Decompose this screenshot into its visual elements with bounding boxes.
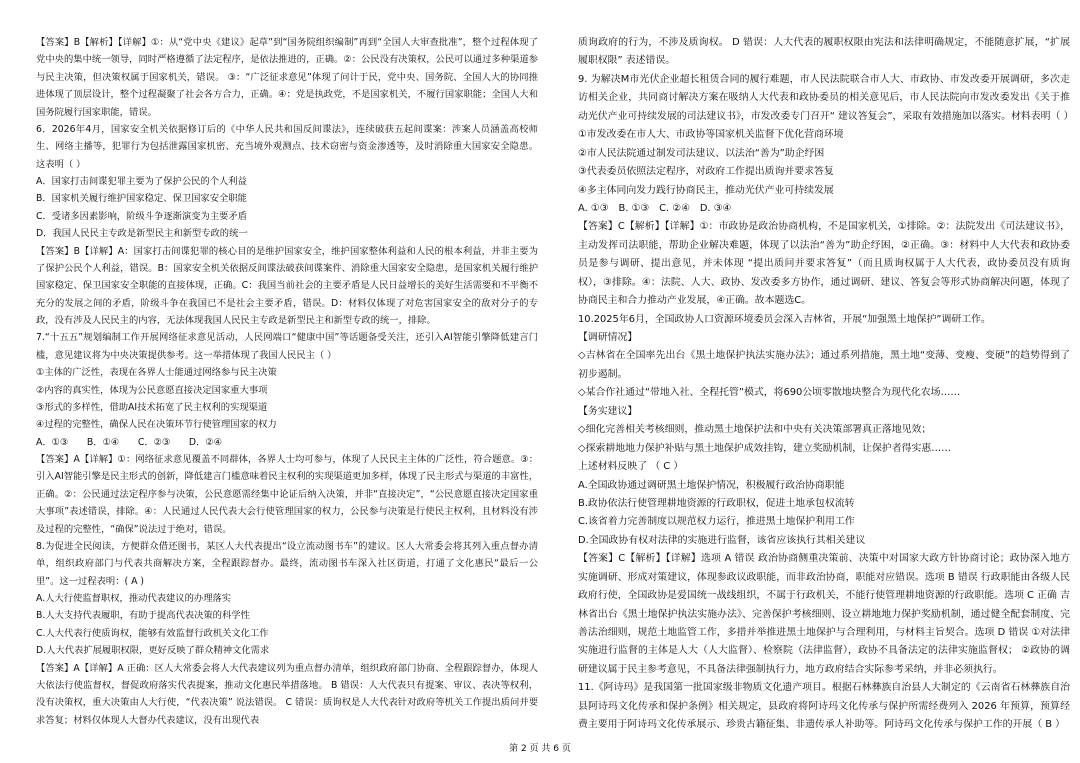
paragraph: 11.《阿诗玛》是我国第一批国家级非物质文化遗产项目。根据石林彝族自治县人大制定的《云南省石林彝族自治县阿诗玛文化传承和保护条例》相关规定，县政府将阿诗玛文化传承与保护所需经费列入 2026 年预算，预算经费主要用于阿诗玛文化传承展示、珍贵古籍征集、非遗传承人补助等。阿诗玛文化传承与保护工作的开展（ B ） — [578, 682, 1070, 731]
paragraph: 8.为促进全民阅读，方便群众借还图书，某区人大代表提出“设立流动图书车”的建议。区人大常委会将其列入重点督办清单，组织政府部门与代表共商解决方案，全程跟踪督办。最终，流动图书车深入社区街道，打通了文化惠民“最后一公里”。这一过程表明：( A ) — [36, 540, 538, 587]
paragraph: A.人大行使监督职权，推动代表建议的办理落实 — [36, 593, 232, 604]
paragraph: A. ①③ B. ①③ C. ②④ D. ③④ — [578, 202, 732, 214]
paragraph: B.人大支持代表履职，有助于提高代表决策的科学性 — [36, 610, 250, 622]
paragraph: ②市人民法院通过制发司法建议、以法治“善为”助企纾困 — [578, 147, 825, 159]
paragraph: D.人大代表扩展履职权限，更好反映了群众精神文化需求 — [36, 645, 270, 657]
paragraph: ◇探索耕地地力保护补贴与黑土地保护成效挂钩，建立奖励机制，让保护者得实惠…… — [578, 442, 951, 454]
left-column — [36, 34, 538, 729]
paragraph: 6．2026年4月，国家安全机关依据修订后的《中华人民共和国反间谍法》，连续破获五起间谍案：涉案人员涵盖高校师生、网络主播等，犯罪行为包括泄露国家机密、充当境外观测点、技术窃密与资金渗透等，及时消除重大国家安全隐患。这表明（ ） — [36, 123, 538, 170]
paragraph: 【调研情况】 — [578, 332, 638, 343]
paragraph: ④多主体同向发力践行协商民主，推动光伏产业可持续发展 — [578, 184, 834, 196]
page-footer: 第 2 页 共 6 页 — [509, 744, 571, 754]
paragraph: 7.“十五五”规划编制工作开展网络征求意见活动，人民网端口“健康中国”等话题备受关注，还引入AI智能引擎降低建言门槛，意见建议将为中央决策提供参考。这一举措体现了我国人民民主（ ） — [36, 332, 538, 361]
paragraph: D．我国人民民主专政是新型民主和新型专政的统一 — [36, 228, 248, 240]
paragraph: ◇某合作社通过“带地入社、全程托管”模式，将690公顷零散地块整合为现代化农场…… — [578, 387, 961, 399]
paragraph: ①主体的广泛性，表现在各界人士能通过网络参与民主决策 — [36, 367, 277, 379]
paragraph: C.人大代表行使质询权，能够有效监督行政机关文化工作 — [36, 627, 269, 639]
paragraph: 10.2025年6月，全国政协人口资源环境委员会深入吉林省，开展“加强黑土地保护”调研工作。 — [578, 313, 991, 325]
paragraph: 【答案】C【解析】【详解】选项 A 错误 政治协商侧重决策前、决策中对国家大政方针协商讨论；政协深入地方实施调研、形成对策建议，体现参政议政职能，而非政治协商，职能对应错误。选项 B 错误 行政职能由各级人民政府行使，全国政协是爱国统一战线组织，不属于行政机关，不能行使管理耕地资源的行政职能。选项 C 正确 吉林省出台《黑土地保护执法实施办法》、完善保护考核细则、设立耕地地力保护奖励机制，通过健全配套制度、完善法治细则，规范土地监管工作，多措并举推进黑土地保护与合理利用，与材料主旨契合。选项 D 错误 ①对法律实施进行监督的主体是人大（人大监督）、检察院（法律监督），政协不具备法定的法律实施监督权； ②政协的调研建议属于民主参考意见，不具备法律强制执行力，地方政府结合实际参考采纳，并非必须执行。 — [578, 553, 1070, 675]
paragraph: D.全国政协有权对法律的实施进行监督，该省应该执行其相关建议 — [578, 534, 866, 546]
paragraph: 【答案】B【详解】A：国家打击间谍犯罪的核心目的是维护国家安全，维护国家整体利益和人民的根本利益，并非主要为了保护公民个人利益，错误。B：国家安全机关依据反间谍法破获间谍案件、消除重大国家安全隐患，是国家机关履行维护国家稳定、保卫国家安全职能的直接体现，正确。C：我国当前社会的主要矛盾是人民日益增长的美好生活需要和不平衡不充分的发展之间的矛盾，阶级斗争在我国已不是社会主要矛盾，错误。D：材料仅体现了对危害国家安全的敌对分子的专政，没有涉及人民民主的内容，无法体现我国人民民主专政是新型民主和新型专政的统一，排除。 — [36, 245, 538, 326]
paragraph: ◇吉林省在全国率先出台《黑土地保护执法实施办法》；通过系列措施，黑土地“变薄、变瘦、变硬”的趋势得到了初步遏制。 — [578, 350, 1070, 380]
paragraph: 质询政府的行为，不涉及质询权。 D 错误：人大代表的履职权限由宪法和法律明确规定，不能随意扩展，“扩展履职权限” 表述错误。 — [578, 37, 1070, 67]
paragraph: ②内容的真实性，体现为公民意愿直接决定国家重大事项 — [36, 384, 268, 396]
paragraph: ①市发改委在市人大、市政协等国家机关监督下优化营商环境 — [578, 129, 844, 141]
paragraph: A．①③ B．①④ C．②③ D．②④ — [36, 436, 223, 448]
paragraph: 9. 为解决M市光伏企业超长租赁合同的履行难题，市人民法院联合市人大、市政协、市发改委开展调研，多次走访相关企业，共同商讨解决方案在吸纳人大代表和政协委员的相关意见后，市人民法院向市发改委发出《关于推动光伏产业可持续发展的司法建议书》，市发改委专门召开“ 建议答复会”，采取有效措施加以落实。材料表明（ ） — [578, 73, 1074, 122]
paragraph: B．国家机关履行维护国家稳定、保卫国家安全职能 — [36, 193, 247, 205]
paragraph: 上述材料反映了 （ C ） — [578, 461, 684, 473]
paragraph: C.该省着力完善制度以规范权力运行，推进黑土地保护利用工作 — [578, 516, 855, 528]
paragraph: ④过程的完整性，确保人民在决策环节行使管理国家的权力 — [36, 419, 277, 431]
paragraph: A．国家打击间谍犯罪主要为了保护公民的个人利益 — [36, 176, 247, 187]
paragraph: 【答案】A【详解】A 正确：区人大常委会将人大代表建议列为重点督办清单，组织政府部门协商、全程跟踪督办，体现人大依法行使监督权，督促政府落实代表提案，推动文化惠民举措落地。 B 错误：人大代表只有提案、审议、表决等权利，没有决策权，重大决策由人大行使，“代表决策” 说法错误。 C 错误：质询权是人大代表针对政府等机关工作提出质问并要求答复；材料仅体现人大督办代表建议，没有出现代表 — [36, 662, 538, 726]
paragraph: A.全国政协通过调研黑土地保护情况，积极履行政治协商职能 — [578, 479, 845, 491]
paragraph: ③形式的多样性，借助AI技术拓宽了民主权利的实现渠道 — [36, 401, 268, 413]
paragraph: ③代表委员依照法定程序，对政府工作提出质询并要求答复 — [578, 166, 834, 178]
right-column — [578, 34, 1074, 735]
paragraph: 【答案】C【解析】【详解】①：市政协是政治协商机构，不是国家机关，①排除。②：法院发出《司法建议书》，主动发挥司法职能，帮助企业解决难题，体现了以法治“善为”助企纾困，②正确。③：材料中人大代表和政协委员是参与调研、提出意见，并未体现 “提出质问并要求答复”（而且质询权属于人大代表，政协委员没有质询权），③排除。④：法院、人大、政协、发改委多方协作，通过调研、建议、答复会等形式协商解决问题，体现了协商民主和合力推动产业发展，④正确。故本题选C。 — [578, 221, 1070, 307]
paragraph: 【务实建议】 — [578, 405, 638, 417]
paragraph: 【答案】B【解析】【详解】①：从“党中央《建议》起草”到“国务院组织编制”再到“全国人大审查批准”，整个过程体现了党中央的集中统一领导，同时严格遵循了法定程序，是依法推进的，正确。②：公民没有决策权，公民可以通过多种渠道参与民主决策，但决策权属于国家机关，错误。 ③：“广泛征求意见”体现了问计于民，党中央、国务院、全国人大的协同推进体现了顶层设计，整个过程凝聚了社会各方合力，正确。④：党是执政党，不是国家机关，不履行国家职能；全国人大和国务院履行国家职能，错误。 — [36, 37, 538, 118]
paragraph: 【答案】A【详解】①：网络征求意见覆盖不同群体，各界人士均可参与，体现了人民民主主体的广泛性，符合题意。③：引入AI智能引擎是民主形式的创新，降低建言门槛意味着民主权利的实现渠道更加多样，体现了民主形式与渠道的丰富性，正确。②：公民通过法定程序参与决策，公民意愿需经集中论证后纳入决策，并非“直接决定”，“公民意愿直接决定国家重大事项”表述错误，排除。④：人民通过人民代表大会行使管理国家的权力，公民参与决策是行使民主权利，且材料没有涉及过程的完整性，“确保”说法过于绝对，错误。 — [36, 454, 538, 535]
paragraph: B.政协依法行使管理耕地资源的行政职权，促进土地承包权流转 — [578, 497, 855, 509]
paragraph: C．受诸多因素影响，阶级斗争逐渐演变为主要矛盾 — [36, 210, 248, 222]
paragraph: ◇细化完善相关考核细则，推动黑土地保护法和中央有关决策部署真正落地见效； — [578, 424, 932, 436]
